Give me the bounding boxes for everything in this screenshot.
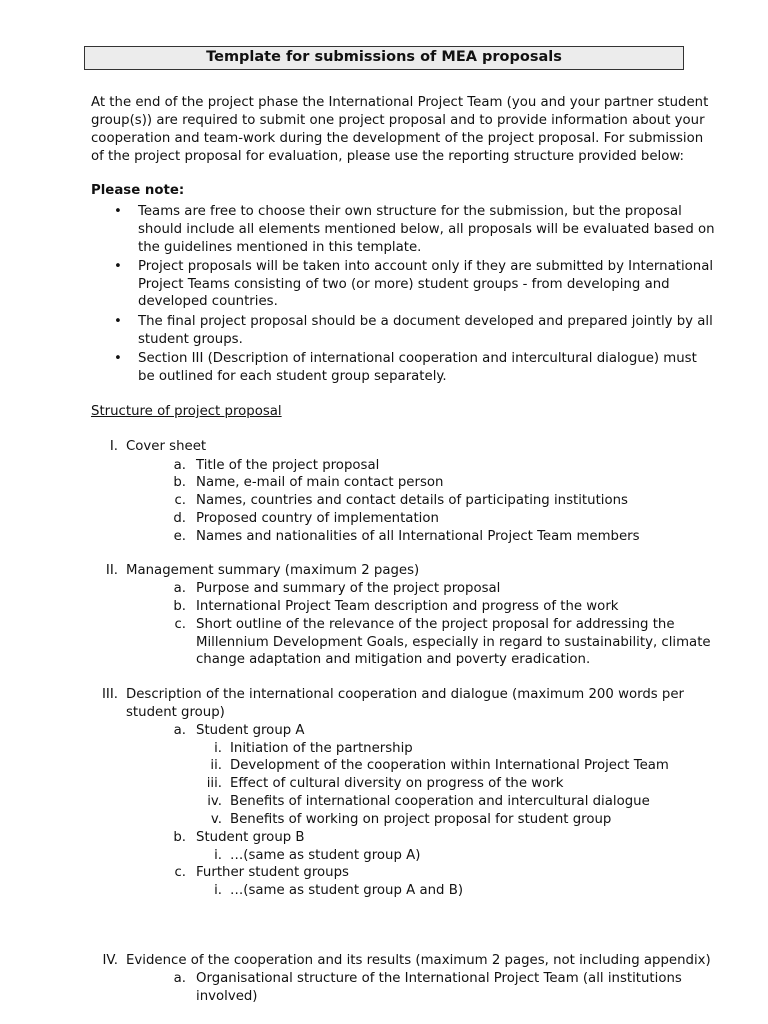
- item-marker: b.: [173, 830, 186, 845]
- item-text: involved): [196, 989, 258, 1004]
- bullet-line: Project Teams consisting of two (or more) student groups - from developing and: [138, 277, 670, 292]
- subitem-text: Initiation of the partnership: [230, 741, 413, 756]
- bullet-icon: •: [114, 314, 122, 329]
- bullet-line: Project proposals will be taken into account only if they are submitted by International: [138, 259, 714, 274]
- item-marker: a.: [173, 971, 186, 986]
- item-text: Names, countries and contact details of participating institutions: [196, 493, 628, 508]
- bullet-line: student groups.: [138, 332, 243, 347]
- section-title: Evidence of the cooperation and its results (maximum 2 pages, not including appendix): [126, 953, 711, 968]
- item-marker: c.: [174, 617, 186, 632]
- subitem-text: …(same as student group A): [230, 848, 421, 863]
- bullet-icon: •: [114, 351, 122, 366]
- bullet-line: should include all elements mentioned below, all proposals will be evaluated based on: [138, 222, 715, 237]
- subitem-text: Benefits of international cooperation and intercultural dialogue: [230, 794, 650, 809]
- item-marker: b.: [173, 599, 186, 614]
- section-number: II.: [105, 563, 118, 578]
- bullet-icon: •: [114, 204, 122, 219]
- bullet-line: be outlined for each student group separately.: [138, 369, 447, 384]
- item-marker: a.: [173, 581, 186, 596]
- subitem-marker: iii.: [206, 776, 222, 791]
- item-marker: a.: [173, 723, 186, 738]
- structure-heading: Structure of project proposal: [91, 404, 282, 419]
- subitem-marker: v.: [210, 812, 222, 827]
- item-text: International Project Team description and progress of the work: [196, 599, 619, 614]
- item-text: Student group B: [196, 830, 305, 845]
- item-text: Further student groups: [196, 865, 349, 880]
- bullet-line: developed countries.: [138, 294, 278, 309]
- item-text: Organisational structure of the International Project Team (all institutions: [196, 971, 682, 986]
- section-title: Management summary (maximum 2 pages): [126, 563, 420, 578]
- subitem-marker: ii.: [210, 758, 222, 773]
- subitem-marker: i.: [214, 741, 222, 756]
- item-marker: b.: [173, 475, 186, 490]
- item-marker: e.: [173, 529, 186, 544]
- section-number: IV.: [102, 953, 118, 968]
- subitem-marker: i.: [214, 848, 222, 863]
- subitem-text: Benefits of working on project proposal for student group: [230, 812, 612, 827]
- item-marker: c.: [174, 865, 186, 880]
- section-title: Cover sheet: [126, 439, 207, 454]
- bullet-line: The final project proposal should be a document developed and prepared jointly by all: [138, 314, 713, 329]
- item-text: Purpose and summary of the project proposal: [196, 581, 501, 596]
- section-number: III.: [102, 687, 118, 702]
- intro-line: At the end of the project phase the International Project Team (you and your partner student: [91, 95, 709, 110]
- item-text: Title of the project proposal: [196, 458, 380, 473]
- bullet-line: the guidelines mentioned in this template.: [138, 240, 422, 255]
- intro-line: cooperation and team-work during the development of the project proposal. For submission: [91, 131, 704, 146]
- section-title: student group): [126, 705, 225, 720]
- item-text: Name, e-mail of main contact person: [196, 475, 444, 490]
- note-heading: Please note:: [91, 183, 185, 198]
- subitem-text: …(same as student group A and B): [230, 883, 464, 898]
- bullet-line: Section III (Description of international cooperation and intercultural dialogue) must: [138, 351, 697, 366]
- item-text: change adaptation and mitigation and poverty eradication.: [196, 652, 591, 667]
- item-marker: a.: [173, 458, 186, 473]
- bullet-line: Teams are free to choose their own structure for the submission, but the proposal: [138, 204, 682, 219]
- intro-line: of the project proposal for evaluation, please use the reporting structure provided below:: [91, 149, 684, 164]
- section-number: I.: [109, 439, 118, 454]
- subitem-marker: iv.: [207, 794, 222, 809]
- subitem-text: Effect of cultural diversity on progress of the work: [230, 776, 564, 791]
- subitem-text: Development of the cooperation within International Project Team: [230, 758, 669, 773]
- bullet-icon: •: [114, 259, 122, 274]
- subitem-marker: i.: [214, 883, 222, 898]
- item-text: Short outline of the relevance of the project proposal for addressing the: [196, 617, 675, 632]
- item-text: Names and nationalities of all International Project Team members: [196, 529, 640, 544]
- item-text: Millennium Development Goals, especially in regard to sustainability, climate: [196, 635, 711, 650]
- item-text: Student group A: [196, 723, 305, 738]
- document-title: Template for submissions of MEA proposals: [84, 46, 684, 70]
- item-marker: d.: [173, 511, 186, 526]
- item-text: Proposed country of implementation: [196, 511, 439, 526]
- intro-line: group(s)) are required to submit one project proposal and to provide information about your: [91, 113, 705, 128]
- item-marker: c.: [174, 493, 186, 508]
- section-title: Description of the international cooperation and dialogue (maximum 200 words per: [126, 687, 685, 702]
